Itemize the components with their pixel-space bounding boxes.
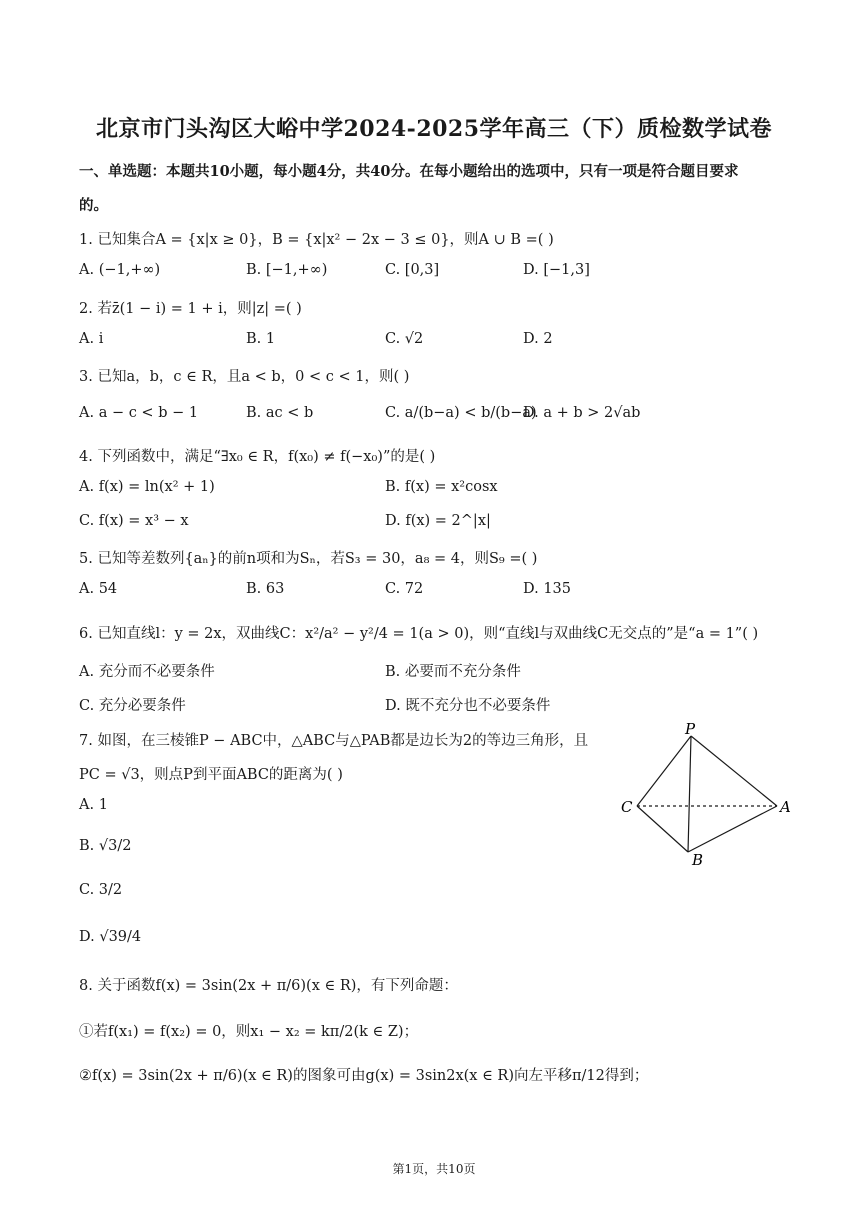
question-1-stem: 1. 已知集合A = {x|x ≥ 0}，B = {x|x² − 2x − 3 ≤ 0}，则A ∪ B =( ) (79, 232, 554, 248)
question-7-stem-cont: PC = √3，则点P到平面ABC的距离为( ) (79, 767, 343, 783)
q2-option-d: D. 2 (523, 331, 553, 347)
question-4-stem: 4. 下列函数中，满足“∃x₀ ∈ R，f(x₀) ≠ f(−x₀)”的是( ) (79, 449, 436, 465)
q8-item-1: ①若f(x₁) = f(x₂) = 0，则x₁ − x₂ = kπ/2(k ∈ Z)； (79, 1024, 419, 1040)
q1-option-d: D. [−1,3] (523, 262, 590, 278)
edge-pa (691, 736, 777, 806)
pyramid-figure (615, 720, 800, 870)
q5-option-c: C. 72 (385, 581, 424, 597)
label-a: A (780, 798, 791, 816)
q5-option-a: A. 54 (79, 581, 118, 597)
page-footer: 第1页，共10页 (392, 1162, 476, 1176)
label-c: C (621, 798, 633, 816)
q7-option-a: A. 1 (79, 797, 108, 813)
label-b: B (692, 851, 704, 869)
q4-option-c: C. f(x) = x³ − x (79, 513, 189, 529)
q4-option-b: B. f(x) = x²cosx (385, 479, 498, 495)
q7-option-b: B. √3/2 (79, 838, 132, 854)
q3-option-b: B. ac < b (246, 405, 314, 421)
q6-option-d: D. 既不充分也不必要条件 (385, 698, 551, 714)
question-6-stem: 6. 已知直线l：y = 2x，双曲线C：x²/a² − y²/4 = 1(a > 0)，则“直线l与双曲线C无交点的”是“a = 1”( ) (79, 626, 759, 642)
q1-option-c: C. [0,3] (385, 262, 440, 278)
q6-option-c: C. 充分必要条件 (79, 698, 186, 714)
edge-pc (637, 736, 691, 806)
q5-option-b: B. 63 (246, 581, 285, 597)
page-title: 北京市门头沟区大峪中学2024-2025学年高三（下）质检数学试卷 (95, 116, 773, 142)
q4-option-a: A. f(x) = ln(x² + 1) (79, 479, 215, 495)
q6-option-a: A. 充分而不必要条件 (79, 664, 215, 680)
q6-option-b: B. 必要而不充分条件 (385, 664, 521, 680)
q7-option-d: D. √39/4 (79, 929, 142, 945)
q5-option-d: D. 135 (523, 581, 572, 597)
q3-option-a: A. a − c < b − 1 (79, 405, 199, 421)
question-3-stem: 3. 已知a，b，c ∈ R，且a < b，0 < c < 1，则( ) (79, 369, 410, 385)
edge-cb (637, 806, 688, 852)
question-5-stem: 5. 已知等差数列{aₙ}的前n项和为Sₙ，若S₃ = 30，a₈ = 4，则S₉ =( ) (79, 551, 538, 567)
question-7-stem: 7. 如图，在三棱锥P − ABC中，△ABC与△PAB都是边长为2的等边三角形，且 (79, 733, 589, 749)
edge-ab (688, 806, 777, 852)
q7-option-c: C. 3/2 (79, 882, 123, 898)
label-p: P (685, 720, 696, 738)
q8-item-2: ②f(x) = 3sin(2x + π/6)(x ∈ R)的图象可由g(x) = 3sin2x(x ∈ R)向左平移π/12得到； (79, 1068, 649, 1084)
q3-option-d: D. a + b > 2√ab (523, 405, 641, 421)
q3-option-c: C. a/(b−a) < b/(b−a) (385, 405, 537, 421)
q1-option-b: B. [−1,+∞) (246, 262, 328, 278)
question-8-stem: 8. 关于函数f(x) = 3sin(2x + π/6)(x ∈ R)，有下列命题： (79, 978, 458, 994)
section-heading: 一、单选题：本题共10小题，每小题4分，共40分。在每小题给出的选项中，只有一项是符合题目要求 (79, 163, 739, 180)
q2-option-b: B. 1 (246, 331, 276, 347)
q4-option-d: D. f(x) = 2^|x| (385, 513, 491, 529)
q2-option-a: A. i (79, 331, 104, 347)
edge-pb (688, 736, 691, 852)
q1-option-a: A. (−1,+∞) (79, 262, 161, 278)
question-2-stem: 2. 若z̄(1 − i) = 1 + i，则|z| =( ) (79, 301, 302, 317)
q2-option-c: C. √2 (385, 331, 424, 347)
section-heading-cont: 的。 (79, 197, 108, 214)
